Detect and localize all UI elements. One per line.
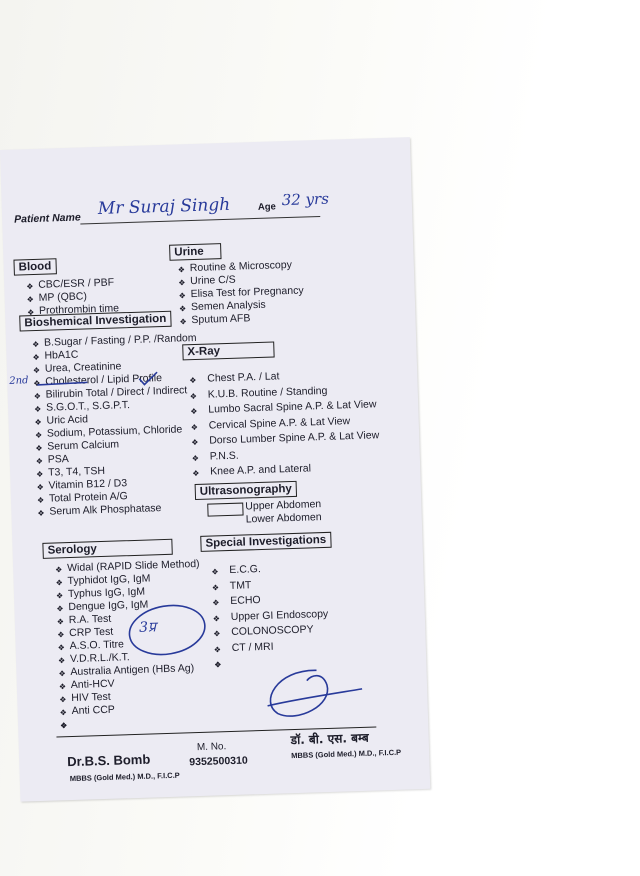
list-item: ❖ ECHO: [210, 591, 328, 610]
circled-note-ring: [124, 598, 216, 661]
list-item: ❖ Bilirubin Total / Direct / Indirect: [34, 384, 199, 402]
list-item: ❖ MP (QBC): [26, 289, 118, 305]
biochemical-list: [32, 332, 202, 519]
patient-name-label: Patient Name: [14, 211, 81, 226]
list-item: ❖ Knee A.P. and Lateral: [190, 459, 380, 480]
upper-abdomen-box: [207, 503, 243, 517]
serology-section-title: Serology: [42, 539, 172, 559]
list-item: ❖ TMT: [210, 575, 328, 594]
mobile-label: M. No.: [196, 741, 227, 754]
doctor-name-hindi: डॉ. बी. एस. बम्ब: [290, 730, 369, 748]
xray-list: [187, 366, 380, 480]
age-handwritten: 32 yrs: [281, 189, 330, 210]
mobile-number: 9352500310: [189, 754, 248, 769]
patient-name-handwritten: Mr Suraj Singh: [97, 194, 231, 219]
list-item: ❖ Uric Acid: [34, 410, 199, 428]
list-item: ❖ Sodium, Potassium, Chloride: [35, 423, 200, 441]
cholesterol-item-text: Cholesterol / Lipid Profile: [45, 372, 163, 388]
list-item: ❖ Semen Analysis: [179, 298, 304, 315]
urine-section-title: Urine: [169, 243, 221, 261]
blood-section-title: Blood: [13, 258, 56, 275]
doctor-name: Dr.B.S. Bomb: [67, 751, 151, 770]
list-item: ❖ Upper GI Endoscopy: [211, 606, 329, 625]
list-item: ❖ PSA: [36, 449, 201, 467]
list-item: ❖ Widal (RAPID Slide Method): [55, 558, 200, 576]
list-item: ❖ HbA1C: [32, 345, 197, 363]
prescription-slip: [0, 137, 430, 802]
list-item: ❖ A.S.O. Titre: [57, 636, 202, 654]
list-item: ❖ Cervical Spine A.P. & Lat View: [189, 413, 379, 434]
list-item: ❖ Lumbo Sacral Spine A.P. & Lat View: [188, 397, 378, 418]
list-item: ❖ B.Sugar / Fasting / P.P. /Random: [32, 332, 197, 350]
cholesterol-margin-mark: 2nd: [9, 375, 29, 387]
list-item: ❖ Typhidot IgG, IgM: [55, 571, 200, 589]
list-item: ❖ Sputum AFB: [179, 311, 304, 328]
list-item: ❖ Elisa Test for Pregnancy: [178, 285, 303, 302]
age-label: Age: [257, 201, 277, 213]
upper-abdomen-label: Upper Abdomen: [245, 498, 322, 513]
list-item: ❖ Prothrombin time: [27, 302, 119, 318]
doctor-qualification: MBBS (Gold Med.) M.D., F.I.C.P: [69, 770, 180, 784]
list-item: ❖ COLONOSCOPY: [211, 622, 329, 641]
xray-section-title: X-Ray: [182, 341, 274, 360]
list-item: ❖ CBC/ESR / PBF: [26, 276, 118, 292]
list-item: ❖ E.C.G.: [209, 560, 327, 579]
list-item: ❖ HIV Test: [59, 688, 204, 706]
special-list: [209, 560, 329, 657]
list-item: ❖ Urea, Creatinine: [33, 358, 198, 376]
list-item: ❖ Serum Calcium: [35, 436, 200, 454]
lower-abdomen-label: Lower Abdomen: [245, 511, 322, 526]
special-section-title: Special Investigations: [200, 532, 331, 552]
list-item: ❖ Anti-HCV: [59, 675, 204, 693]
list-item: ❖ Chest P.A. / Lat: [187, 366, 377, 387]
list-item: ❖ Serum Alk Phosphatase: [37, 501, 202, 519]
list-item: ❖ V.D.R.L./K.T.: [58, 649, 203, 667]
doctor-signature: [256, 659, 368, 722]
list-item: ❖ Dorso Lumber Spine A.P. & Lat View: [189, 428, 379, 449]
list-item: ❖ S.G.O.T., S.G.P.T.: [34, 397, 199, 415]
list-item: ❖ CRP Test: [57, 623, 202, 641]
circled-note-text: 3प्र: [138, 619, 157, 636]
list-item: ❖ Dengue IgG, IgM: [56, 597, 201, 615]
list-item: ❖ Vitamin B12 / D3: [36, 475, 201, 493]
list-item: ❖ Routine & Microscopy: [178, 259, 303, 276]
list-item: ❖ Urine C/S: [178, 272, 303, 289]
biochemical-section-title: Bioshemical Investigation: [19, 311, 171, 332]
ultrasonography-section-title: Ultrasonography: [195, 481, 297, 500]
doctor-qualification-right: MBBS (Gold Med.) M.D., F.I.C.P: [291, 747, 402, 761]
urine-list: [178, 259, 305, 328]
list-item: ❖ P.N.S.: [190, 444, 380, 465]
list-item: ❖ T3, T4, TSH: [36, 462, 201, 480]
list-item: ❖ R.A. Test: [57, 610, 202, 628]
list-item: ❖ Australia Antigen (HBs Ag): [58, 662, 203, 680]
list-item: ❖ Total Protein A/G: [37, 488, 202, 506]
list-item: ❖ CT / MRI: [212, 637, 330, 656]
cholesterol-pen-marks: [7, 365, 178, 400]
list-item: ❖ Typhus IgG, IgM: [56, 584, 201, 602]
list-item: ❖ K.U.B. Routine / Standing: [188, 382, 378, 403]
list-item: ❖ Anti CCP: [59, 701, 204, 719]
